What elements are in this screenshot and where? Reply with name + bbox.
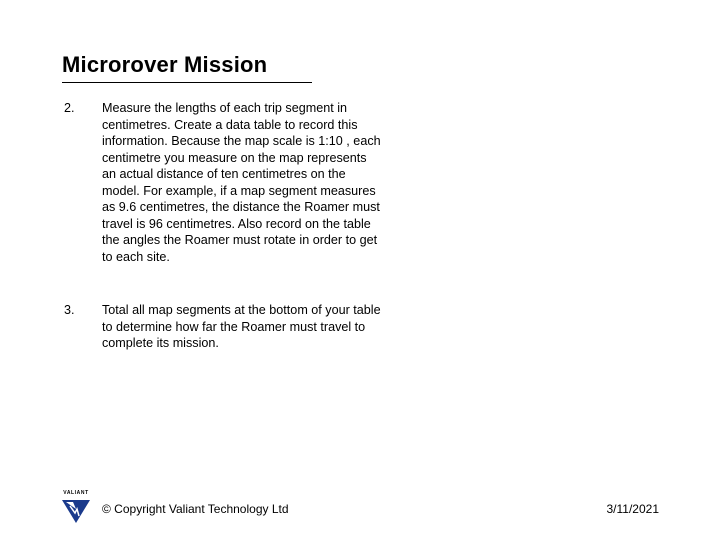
list-item-number: 3.	[64, 303, 75, 317]
logo-mark	[62, 498, 90, 524]
valiant-logo-icon	[58, 490, 94, 526]
slide-title: Microrover Mission	[62, 52, 268, 77]
list-item-text: Total all map segments at the bottom of your table to determine how far the Roamer must travel to complete its mission.	[102, 303, 381, 350]
list-item-number: 2.	[64, 101, 75, 115]
list-item-text: Measure the lengths of each trip segment in centimetres. Create a data table to record this information. Because the map scale is 1:10 , each centimetre you measure on the map represents an actual distance of ten centimetres on the model. For example, if a map segment measures as 9.6 centimetres, the distance the Roamer must travel is 96 centimetres. Also record on the table the angles the Roamer must rotate in order to get to each site.	[102, 101, 381, 264]
footer-date: 3/11/2021	[606, 502, 659, 516]
copyright-text: © Copyright Valiant Technology Ltd	[102, 502, 289, 516]
title-underline	[62, 82, 312, 83]
logo-label: VALIANT	[63, 490, 89, 496]
